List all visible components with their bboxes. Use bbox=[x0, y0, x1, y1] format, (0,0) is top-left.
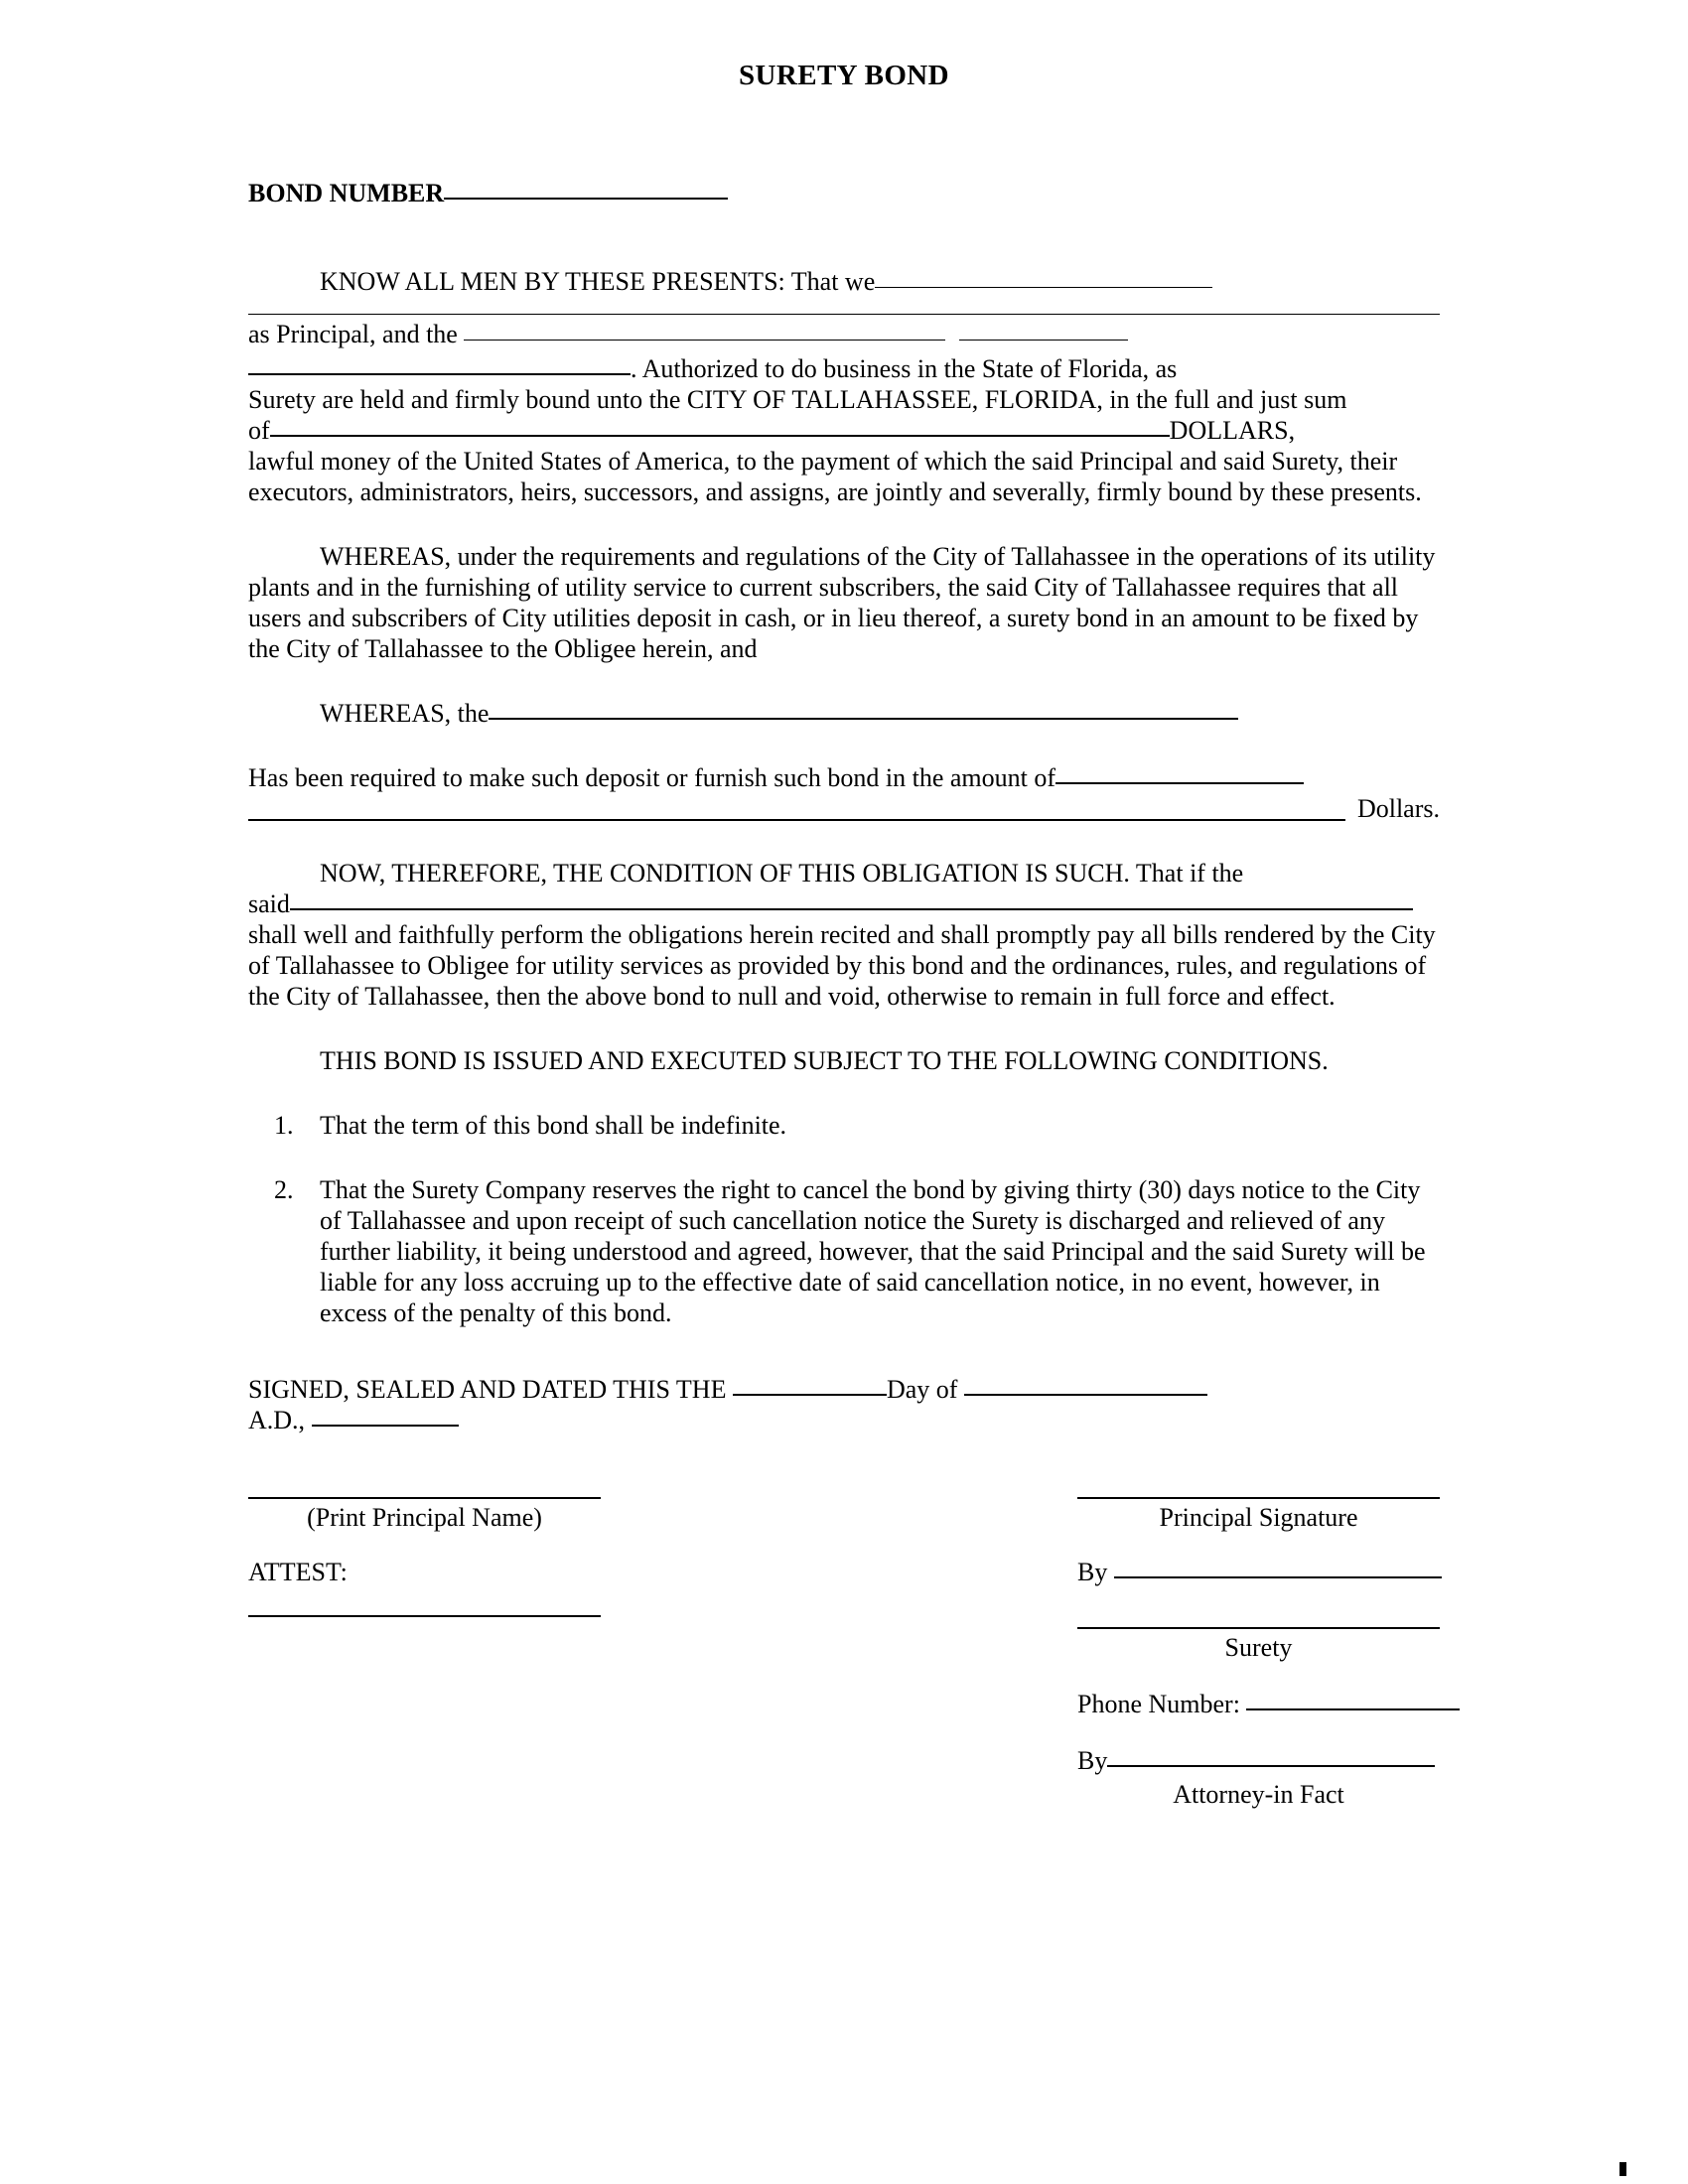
now-therefore-line bbox=[248, 858, 1440, 888]
attest-label: ATTEST: bbox=[248, 1558, 348, 1586]
deposit-amount-blank-2[interactable] bbox=[248, 819, 1345, 821]
sum-amount-line bbox=[248, 415, 1440, 446]
day-blank[interactable] bbox=[733, 1394, 887, 1396]
signed-sealed-line bbox=[248, 1374, 1440, 1405]
signature-row-2 bbox=[248, 1557, 1440, 1810]
surety-name-blank-1b[interactable] bbox=[959, 340, 1128, 341]
page-title: SURETY BOND bbox=[738, 60, 949, 91]
ad-label: A.D., bbox=[248, 1406, 306, 1434]
bond-number-blank[interactable] bbox=[444, 198, 728, 200]
by-label-2: By bbox=[1077, 1746, 1108, 1775]
phone-number-line bbox=[1077, 1689, 1440, 1719]
surety-name-blank-1[interactable] bbox=[464, 340, 945, 341]
signature-row-1 bbox=[248, 1497, 1440, 1533]
ad-year-line bbox=[248, 1405, 1440, 1435]
surety-name-blank-2[interactable] bbox=[248, 373, 631, 375]
conditions-heading-text: THIS BOND IS ISSUED AND EXECUTED SUBJECT TO THE FOLLOWING CONDITIONS. bbox=[320, 1046, 1329, 1075]
know-all-men-paragraph bbox=[248, 266, 1440, 297]
said-line bbox=[248, 888, 1440, 919]
attest-column bbox=[248, 1557, 601, 1810]
said-principal-blank[interactable] bbox=[290, 908, 1413, 910]
year-blank[interactable] bbox=[312, 1425, 459, 1427]
authorized-text: . Authorized to do business in the State of Florida, as bbox=[631, 354, 1178, 383]
page-artifact-mark bbox=[1619, 2162, 1626, 2176]
whereas-two-line bbox=[248, 698, 1440, 729]
as-principal-label: as Principal, and the bbox=[248, 320, 458, 348]
attorney-by-line bbox=[1077, 1745, 1440, 1776]
principal-signature-caption: Principal Signature bbox=[1159, 1503, 1358, 1532]
month-blank[interactable] bbox=[964, 1394, 1207, 1396]
condition-item-1 bbox=[248, 1110, 1440, 1141]
sum-amount-blank[interactable] bbox=[270, 435, 1170, 437]
attest-signature-blank[interactable] bbox=[248, 1615, 601, 1617]
whereas-one-text: WHEREAS, under the requirements and regulations of the City of Tallahassee in the operations of its utility plants and in the furnishing of utility service to current subscribers, the said City of Tallahassee requires that all users and subscribers of City utilities deposit in cash, or in lieu thereof, a surety bond in an amount to be fixed by the City of Tallahassee to the Obligee herein, and bbox=[248, 542, 1436, 663]
attorney-by-blank[interactable] bbox=[1107, 1765, 1435, 1767]
document-body bbox=[248, 0, 1440, 1810]
deposit-amount-blank[interactable] bbox=[1055, 782, 1304, 784]
print-principal-name-caption: (Print Principal Name) bbox=[307, 1503, 542, 1532]
signed-sealed-label: SIGNED, SEALED AND DATED THIS THE bbox=[248, 1375, 727, 1404]
surety-by-column bbox=[1077, 1557, 1440, 1810]
condition-item-2-text: That the Surety Company reserves the right to cancel the bond by giving thirty (30) days notice to the City of Tallahassee and upon receipt of such cancellation notice the Surety is discharged and relieved of any further liability, it being understood and agreed, however, that the said Principal and the said Surety will be liable for any loss accruing up to the effective date of said cancellation notice, in no event, however, in excess of the penalty of this bond. bbox=[320, 1175, 1426, 1327]
as-principal-line bbox=[248, 319, 1440, 349]
conditions-heading bbox=[248, 1045, 1440, 1076]
whereas-two-blank[interactable] bbox=[489, 718, 1238, 720]
condition-body-paragraph: shall well and faithfully perform the obligations herein recited and shall promptly pay all bills rendered by the City of Tallahassee to Obligee for utility services as provided by this bond and the ordinances, rules, and regulations of the City of Tallahassee, then the above bond to null and void, otherwise to remain in full force and effect. bbox=[248, 920, 1436, 1011]
bond-number-field bbox=[248, 179, 1440, 208]
surety-caption: Surety bbox=[1224, 1633, 1293, 1662]
dollars-word-label: Dollars. bbox=[1356, 794, 1440, 823]
required-deposit-line bbox=[248, 762, 1440, 793]
principal-name-blank-1[interactable] bbox=[875, 287, 1212, 288]
now-therefore-text: NOW, THEREFORE, THE CONDITION OF THIS OBLIGATION IS SUCH. That if the bbox=[320, 859, 1244, 887]
condition-item-2 bbox=[248, 1174, 1440, 1328]
phone-number-blank[interactable] bbox=[1246, 1708, 1460, 1710]
condition-item-1-text: That the term of this bond shall be indefinite. bbox=[320, 1111, 787, 1140]
bond-number-label: BOND NUMBER bbox=[248, 179, 445, 207]
phone-number-label: Phone Number: bbox=[1077, 1690, 1240, 1718]
condition-item-2-number: 2. bbox=[274, 1175, 294, 1204]
know-all-men-text: KNOW ALL MEN BY THESE PRESENTS: That we bbox=[320, 267, 876, 296]
required-deposit-label: Has been required to make such deposit or furnish such bond in the amount of bbox=[248, 763, 1056, 792]
authorized-line bbox=[248, 353, 1440, 384]
principal-name-blank-2[interactable] bbox=[248, 314, 1440, 315]
principal-name-column bbox=[248, 1497, 601, 1533]
surety-bound-line: Surety are held and firmly bound unto the CITY OF TALLAHASSEE, FLORIDA, in the full and just sum bbox=[248, 385, 1347, 414]
said-label: said bbox=[248, 889, 290, 918]
of-label: of bbox=[248, 416, 270, 445]
surety-by-line bbox=[1077, 1557, 1440, 1587]
whereas-one-paragraph bbox=[248, 541, 1440, 664]
condition-item-1-number: 1. bbox=[274, 1111, 294, 1140]
surety-by-blank[interactable] bbox=[1114, 1576, 1442, 1578]
attorney-in-fact-caption: Attorney-in Fact bbox=[1173, 1780, 1344, 1809]
by-label: By bbox=[1077, 1558, 1108, 1586]
whereas-two-label: WHEREAS, the bbox=[320, 699, 490, 728]
lawful-money-paragraph: lawful money of the United States of America, to the payment of which the said Principal and said Surety, their executors, administrators, heirs, successors, and assigns, are jointly and severally, firmly bound by these presents. bbox=[248, 447, 1422, 506]
dollars-caps-label: DOLLARS, bbox=[1169, 416, 1296, 445]
dollars-word-line bbox=[248, 793, 1440, 824]
day-of-label: Day of bbox=[886, 1375, 958, 1404]
principal-signature-column bbox=[1077, 1497, 1440, 1533]
